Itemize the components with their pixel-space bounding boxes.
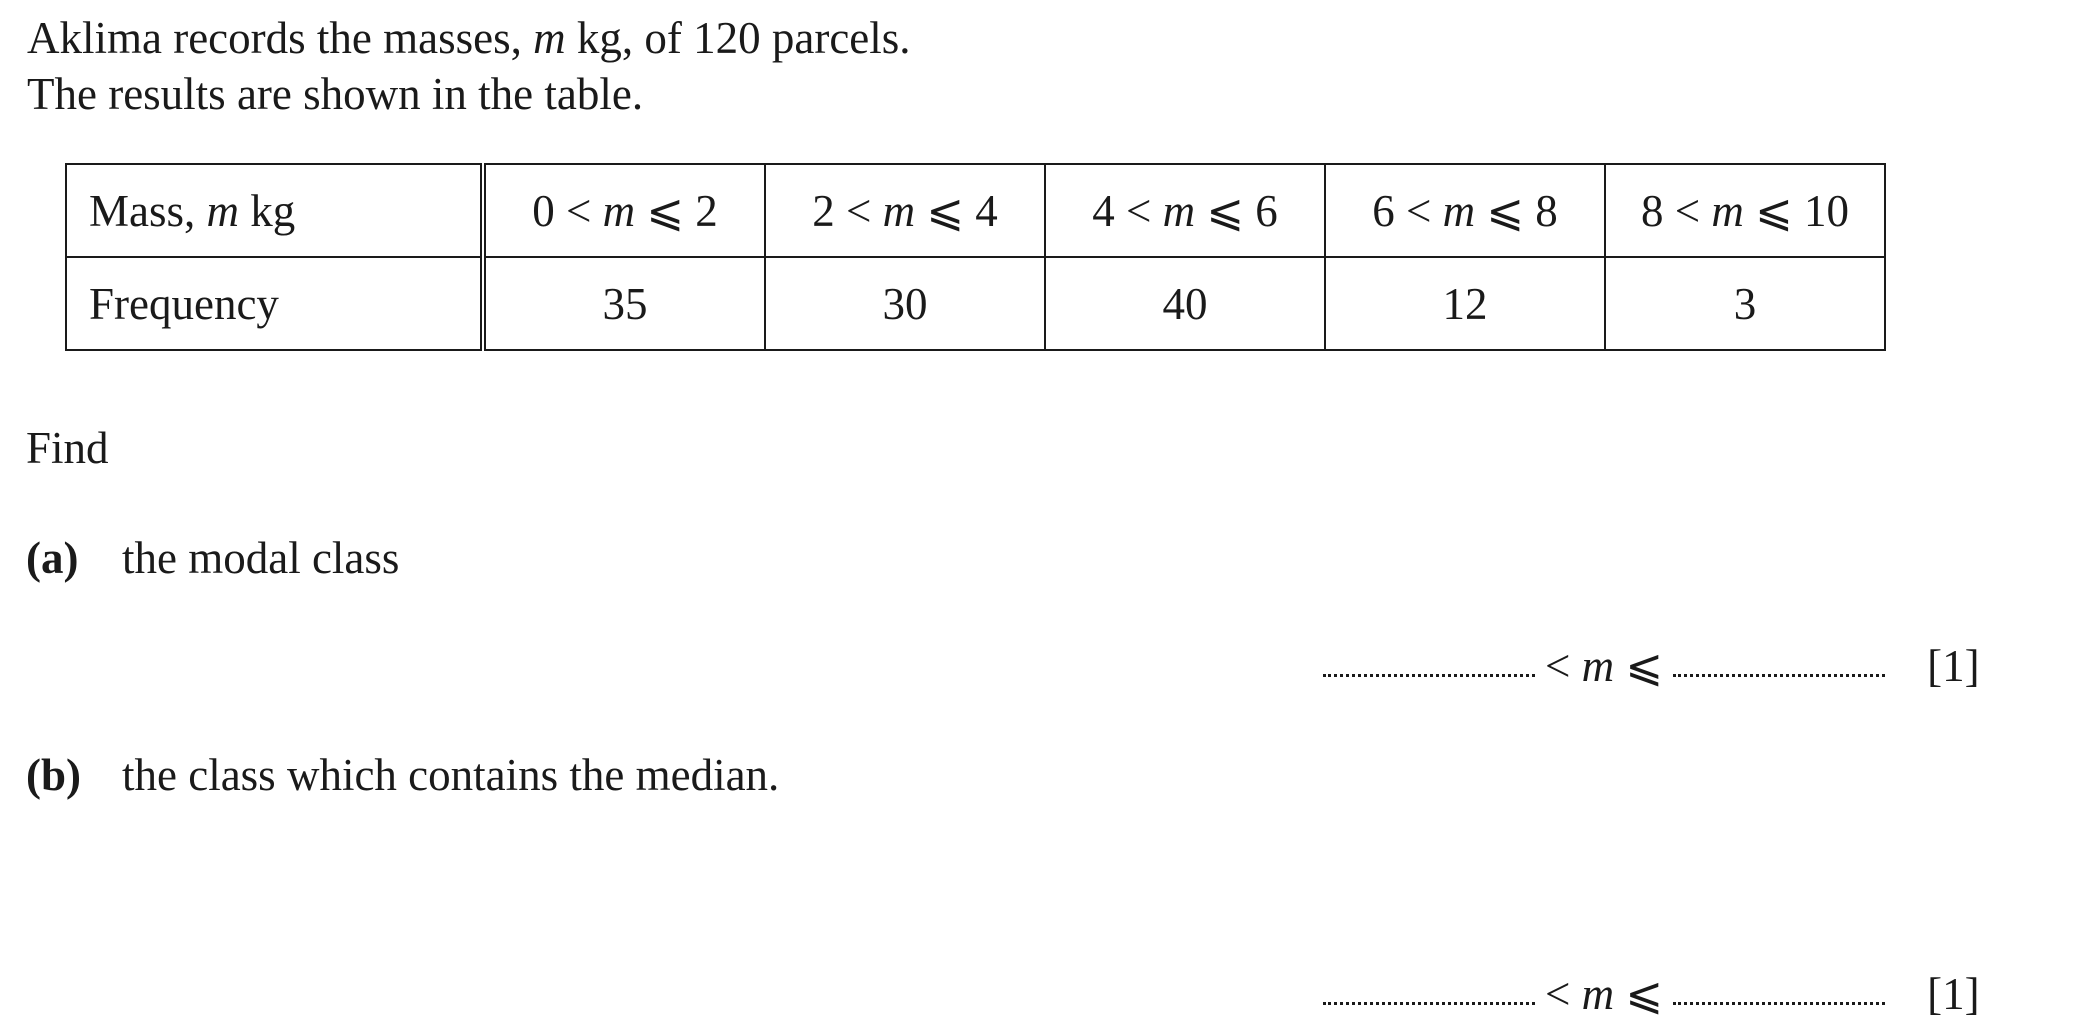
frequency-cell: 12: [1325, 257, 1605, 350]
frequency-row: [66, 257, 1885, 350]
frequency-table: [65, 163, 1886, 351]
answer-blank-upper[interactable]: [1673, 674, 1885, 677]
part-a-text: the modal class: [122, 533, 400, 583]
mass-class-cell: 0 < m ⩽ 2: [483, 164, 765, 257]
part-b-question: [26, 747, 779, 803]
marks-label: [1]: [1927, 969, 1980, 1019]
part-b-text: the class which contains the median.: [122, 750, 780, 800]
frequency-cell: 40: [1045, 257, 1325, 350]
mass-class-cell: 6 < m ⩽ 8: [1325, 164, 1605, 257]
intro-line-2: The results are shown in the table.: [27, 69, 644, 119]
find-instruction: Find: [26, 423, 109, 473]
frequency-cell: 30: [765, 257, 1045, 350]
answer-blank-upper[interactable]: [1673, 1002, 1885, 1005]
marks-label: [1]: [1927, 641, 1980, 691]
part-b-answer-line: < m ⩽ [1]: [1323, 966, 1980, 1022]
mass-row: [66, 164, 1885, 257]
mass-class-cell: 8 < m ⩽ 10: [1605, 164, 1885, 257]
frequency-cell: 3: [1605, 257, 1885, 350]
answer-blank-lower[interactable]: [1323, 1002, 1535, 1005]
part-b-label: (b): [26, 750, 81, 800]
variable-m: m: [533, 13, 566, 63]
part-a-question: [26, 530, 399, 586]
mass-class-cell: 4 < m ⩽ 6: [1045, 164, 1325, 257]
intro-line-1: Aklima records the masses, m kg, of 120 parcels.: [27, 13, 911, 63]
mass-header-cell: Mass, m kg: [66, 164, 483, 257]
answer-blank-lower[interactable]: [1323, 674, 1535, 677]
part-a-label: (a): [26, 533, 79, 583]
question-intro: [27, 10, 911, 122]
frequency-header-cell: Frequency: [66, 257, 483, 350]
mass-class-cell: 2 < m ⩽ 4: [765, 164, 1045, 257]
part-a-answer-line: < m ⩽ [1]: [1323, 638, 1980, 694]
frequency-cell: 35: [483, 257, 765, 350]
